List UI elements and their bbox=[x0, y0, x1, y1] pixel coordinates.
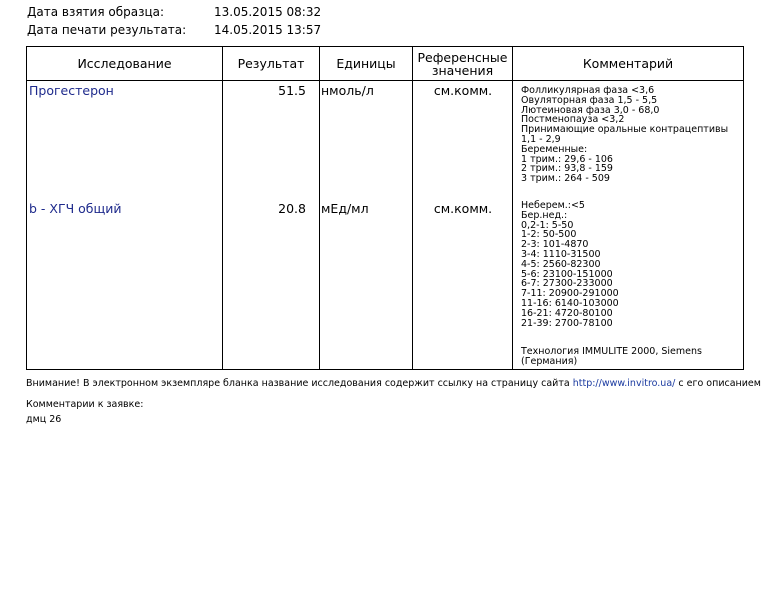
reference-hcg: см.комм. bbox=[433, 201, 493, 216]
sample-date-row bbox=[27, 5, 322, 19]
result-value-progesterone: 51.5 bbox=[278, 83, 306, 98]
comment-progesterone: Фолликулярная фаза <3,6 Овуляторная фаза 1,5 - 5,5 Лютеиновая фаза 3,0 - 68,0 Постменопауза <3,2 Принимающие оральные контрацептивы 1,1 - 2,9 Беременные: 1 трим.: 29,6 - 106 2 трим.: 93,8 - 159 3 трим.: 264 - 509 bbox=[521, 85, 729, 185]
unit-progesterone: нмоль/л bbox=[321, 83, 374, 98]
notice-text-after: с его описанием bbox=[675, 378, 761, 389]
order-comments-label: Комментарии к заявке: bbox=[26, 399, 144, 410]
column-header-test: Исследование bbox=[27, 47, 223, 81]
sample-date-value: 13.05.2015 08:32 bbox=[214, 5, 322, 19]
column-header-comment: Комментарий bbox=[513, 47, 744, 81]
reference-cell bbox=[413, 81, 513, 370]
print-date-value: 14.05.2015 13:57 bbox=[214, 23, 322, 37]
units-cell bbox=[320, 81, 413, 370]
technology-note: Технология IMMULITE 2000, Siemens (Германия) bbox=[521, 346, 702, 367]
results-cell bbox=[223, 81, 320, 370]
comment-hcg: Неберем.:<5 Бер.нед.: 0,2-1: 5-50 1-2: 50-500 2-3: 101-4870 3-4: 1110-31500 4-5: 2560-82300 5-6: 23100-151000 6-7: 27300-233000 7-11: 20900-291000 11-16: 6140-103000 16-21: 4720-80100 21-39: 2700-78100 bbox=[521, 200, 619, 329]
comments-cell bbox=[513, 81, 744, 370]
test-link-hcg[interactable]: b - ХГЧ общий bbox=[29, 201, 122, 216]
column-header-result: Результат bbox=[223, 47, 320, 81]
print-date-row bbox=[27, 23, 322, 37]
column-header-reference-text: Референсные значения bbox=[417, 49, 508, 78]
result-value-hcg: 20.8 bbox=[278, 201, 306, 216]
table-header-row bbox=[27, 47, 744, 81]
column-header-units: Единицы bbox=[320, 47, 413, 81]
test-link-progesterone[interactable]: Прогестерон bbox=[29, 83, 114, 98]
print-date-label: Дата печати результата: bbox=[27, 23, 187, 37]
electronic-copy-notice bbox=[26, 378, 761, 389]
reference-progesterone: см.комм. bbox=[433, 83, 493, 98]
table-body-row bbox=[27, 81, 744, 370]
column-header-reference bbox=[413, 47, 513, 81]
results-table bbox=[26, 46, 744, 370]
order-comments-text: дмц 26 bbox=[26, 414, 62, 425]
notice-text-before: Внимание! В электронном экземпляре бланка название исследования содержит ссылку на страницу сайта bbox=[26, 378, 573, 389]
unit-hcg: мЕд/мл bbox=[321, 201, 369, 216]
test-names-cell bbox=[27, 81, 223, 370]
invitro-link[interactable]: http://www.invitro.ua/ bbox=[572, 378, 676, 389]
sample-date-label: Дата взятия образца: bbox=[27, 5, 165, 19]
